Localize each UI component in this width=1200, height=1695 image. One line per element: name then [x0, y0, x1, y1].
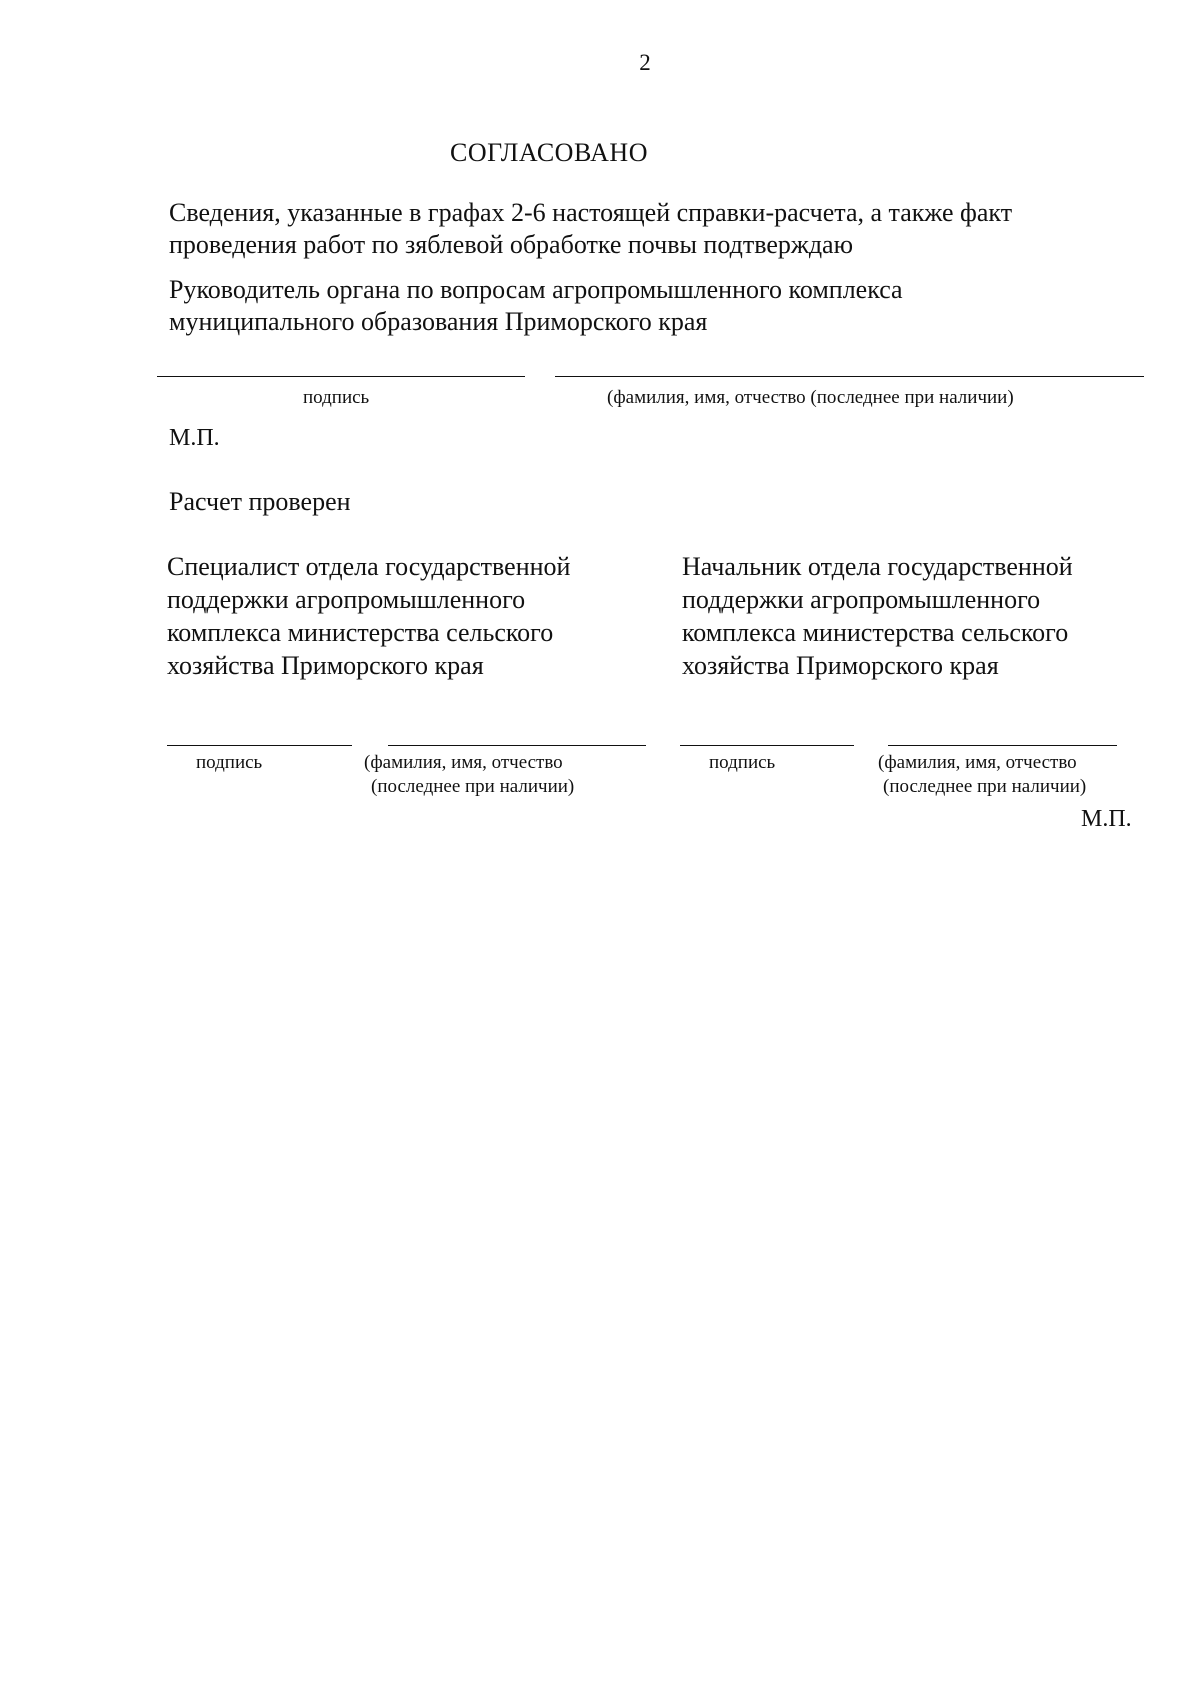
- calculation-checked: Расчет проверен: [169, 487, 351, 516]
- head-of-department-line-3: комплекса министерства сельского: [682, 618, 1069, 647]
- head-of-department-position: [682, 550, 1073, 682]
- specialist-line-3: комплекса министерства сельского: [167, 618, 554, 647]
- confirmation-line-1: Сведения, указанные в графах 2-6 настоящей справки-расчета, а также факт: [169, 198, 1013, 227]
- head-of-department-line-4: хозяйства Приморского края: [682, 651, 999, 680]
- specialist-name-caption-line-2: (последнее при наличии): [371, 776, 575, 797]
- head-name-caption: [878, 751, 1086, 799]
- specialist-name-line: [388, 745, 646, 746]
- head-signature-caption: подпись: [709, 752, 776, 773]
- top-signature-line: [157, 376, 525, 377]
- head-position-line-2: муниципального образования Приморского края: [169, 307, 708, 336]
- specialist-name-caption-line-1: (фамилия, имя, отчество: [364, 752, 563, 773]
- specialist-position: [167, 550, 570, 682]
- specialist-line-2: поддержки агропромышленного: [167, 585, 526, 614]
- head-of-department-line-1: Начальник отдела государственной: [682, 552, 1073, 581]
- head-name-caption-line-1: (фамилия, имя, отчество: [878, 752, 1077, 773]
- approval-heading: СОГЛАСОВАНО: [450, 138, 648, 167]
- head-name-line: [888, 745, 1117, 746]
- specialist-signature-line: [167, 745, 352, 746]
- top-signature-caption: подпись: [303, 387, 370, 408]
- head-signature-line: [680, 745, 854, 746]
- page-number: 2: [639, 50, 651, 75]
- stamp-place-bottom: М.П.: [1081, 806, 1132, 832]
- specialist-line-1: Специалист отдела государственной: [167, 552, 571, 581]
- top-name-line: [555, 376, 1144, 377]
- stamp-place-top: М.П.: [169, 425, 220, 451]
- top-name-caption: (фамилия, имя, отчество (последнее при наличии): [607, 387, 1014, 408]
- specialist-line-4: хозяйства Приморского края: [167, 651, 484, 680]
- confirmation-line-2: проведения работ по зяблевой обработке почвы подтверждаю: [169, 230, 854, 259]
- confirmation-paragraph: [169, 197, 1012, 261]
- head-name-caption-line-2: (последнее при наличии): [883, 776, 1087, 797]
- specialist-name-caption: [364, 751, 574, 799]
- head-position-line-1: Руководитель органа по вопросам агропромышленного комплекса: [169, 275, 903, 304]
- head-position-paragraph: [169, 274, 903, 338]
- specialist-signature-caption: подпись: [196, 752, 263, 773]
- head-of-department-line-2: поддержки агропромышленного: [682, 585, 1041, 614]
